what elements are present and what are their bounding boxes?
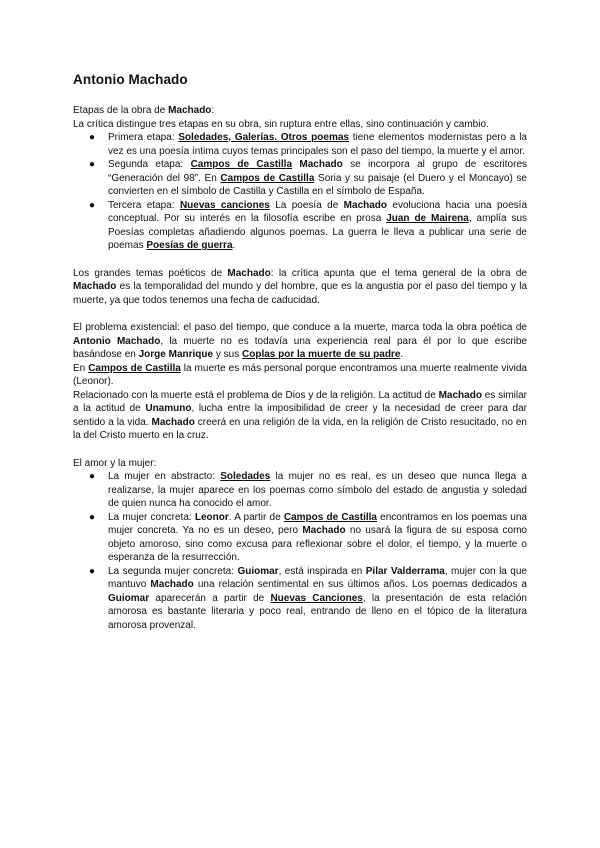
list-item: ● Tercera etapa: Nuevas canciones La poesía de Machado evoluciona hacia una poesía conceptual. Por su interés en la filosofía escribe en prosa Juan de Mairena, amplía sus Poesías completas añadiendo algunos poemas. La guerra le lleva a publicar una serie de poemas Poesías de guerra.: [89, 199, 528, 251]
etapas-intro: La crítica distingue tres etapas en su obra, sin ruptura entre ellas, sino continuación y cambio.: [73, 118, 489, 130]
temas-paragraph: Los grandes temas poéticos de Machado: la crítica apunta que el tema general de la obra de Machado es la temporalidad del mundo y del hombre, que es la angustia por el paso del tiempo y la muerte, ya que todos tenemos una fecha de caducidad.: [73, 267, 527, 306]
list-item: ● La mujer concreta: Leonor. A partir de Campos de Castilla encontramos en los poemas una mujer concreta. Ya no es un deseo, pero Machado no usará la figura de su esposa como objeto amoroso, sino como excusa para reflexionar sobre el dolor, el tiempo, y la muerte o esperanza de la resurrección.: [89, 511, 527, 563]
amor-heading: El amor y la mujer:: [73, 457, 157, 469]
bullet-icon: ●: [89, 471, 96, 482]
bullet-icon: ●: [89, 199, 96, 211]
bullet-icon: ●: [89, 565, 96, 577]
document-title: Antonio Machado: [73, 72, 188, 87]
bullet-icon: ●: [89, 511, 96, 523]
etapas-list: [73, 131, 527, 253]
list-item: ● La mujer en abstracto: Soledades la mujer no es real, es un deseo que nunca llega a realizarse, la mujer aparece en los poemas como símbolo del estado de angustia y soledad de quien nunca ha conocido el amor.: [89, 471, 527, 509]
list-item: ● La segunda mujer concreta: Guiomar, está inspirada en Pilar Valderrama, mujer con la que mantuvo Machado una relación sentimental en sus últimos años. Los poemas dedicados a Guiomar aparecerán a partir de Nuevas Canciones, la presentación de esta relación amorosa es bastante literaria y poco real, entrando de lleno en el tópico de la literatura amorosa provenzal.: [89, 565, 527, 631]
amor-list: [73, 470, 527, 632]
bullet-icon: ●: [89, 159, 96, 170]
list-item: ● Segunda etapa: Campos de Castilla Machado se incorpora al grupo de escritores “Generación del 98”. En Campos de Castilla Soria y su paisaje (el Duero y el Moncayo) se convierten en el símbolo de Castilla y Castilla en el símbolo de España.: [89, 159, 528, 197]
bullet-icon: ●: [89, 132, 96, 143]
campos-muerte-paragraph: En Campos de Castilla la muerte es más personal porque encontramos una muerte realmente vivida (Leonor).: [73, 362, 527, 387]
document-page: [73, 72, 527, 632]
etapas-heading: Etapas de la obra de Machado:: [73, 105, 215, 116]
list-item: ● Primera etapa: Soledades, Galerías. Otros poemas tiene elementos modernistas pero a la vez es una poesía íntima cuyos temas principales son el paso del tiempo, la muerte y el amor.: [89, 132, 527, 157]
existencial-paragraph: El problema existencial: el paso del tiempo, que conduce a la muerte, marca toda la obra poética de Antonio Machado, la muerte no es todavía una experiencia real para él por lo que escribe basándose en Jorge Manrique y sus Coplas por la muerte de su padre.: [73, 322, 527, 360]
religion-paragraph: Relacionado con la muerte está el problema de Dios y de la religión. La actitud de Machado es similar a la actitud de Unamuno, lucha entre la imposibilidad de creer y la necesidad de creer para dar sentido a la vida. Machado creerá en una religión de la vida, en la religión de Cristo resucitado, no en la del Cristo muerto en la cruz.: [73, 389, 527, 441]
